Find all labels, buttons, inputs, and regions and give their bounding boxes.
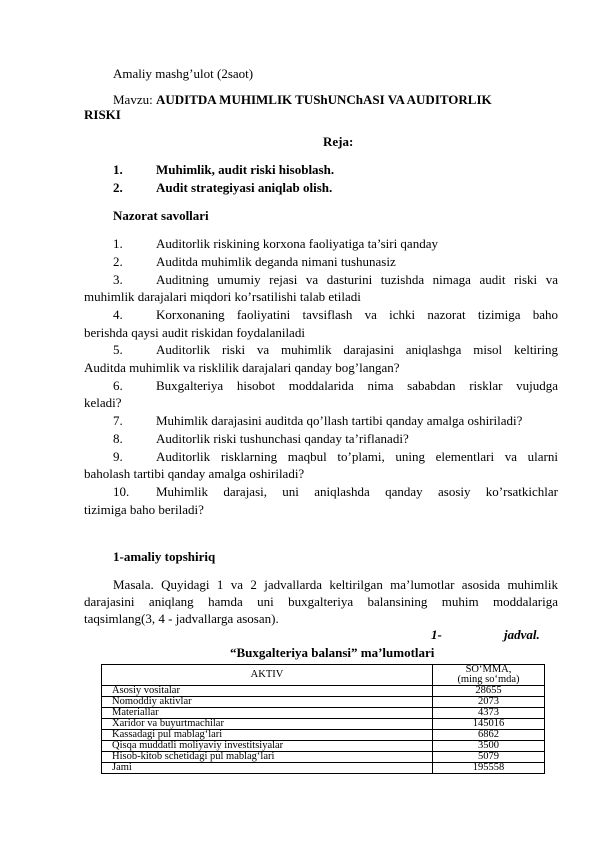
question-number: 8. xyxy=(113,431,123,446)
row-value: 28655 xyxy=(433,686,545,697)
row-name: Nomoddiy aktivlar xyxy=(102,697,433,708)
question-number: 5. xyxy=(113,342,123,357)
topic-title: AUDITDA MUHIMLIK TUShUNChASI VA AUDITORLIK xyxy=(155,92,492,107)
control-questions-title: Nazorat savollari xyxy=(113,208,209,223)
table-header-row xyxy=(102,665,545,686)
question-text: Auditning umumiy rejasi va dasturini tuzishda nimaga audit riski va xyxy=(156,272,558,287)
question-text-continuation: keladi? xyxy=(84,395,122,410)
row-name: Xaridor va buyurtmachilar xyxy=(102,719,433,730)
row-value: 5079 xyxy=(433,752,545,763)
row-name: Asosiy vositalar xyxy=(102,686,433,697)
task-title: 1-amaliy topshiriq xyxy=(113,549,216,564)
question-text: Muhimlik darajasi, uni aniqlashda qanday asosiy ko’rsatkichlar xyxy=(156,484,558,499)
column-header-summa-line1: SO‘MMA, xyxy=(465,664,512,675)
question-text-continuation: tizimiga baho beriladi? xyxy=(84,502,204,517)
task-text-line: Masala. Quyidagi 1 va 2 jadvallarda keltirilgan ma’lumotlar asosida muhimlik xyxy=(113,577,558,592)
plan-item-number: 1. xyxy=(113,162,123,177)
table-row xyxy=(102,697,545,708)
row-name: Jami xyxy=(102,763,433,774)
question-text: Auditorlik risklarning maqbul to’plami, uning elementlari va ularni xyxy=(156,449,558,464)
question-text-continuation: muhimlik darajalari miqdori ko’rsatilishi talab etiladi xyxy=(84,289,361,304)
plan-title: Reja: xyxy=(323,134,354,149)
topic-line xyxy=(113,92,492,107)
question-number: 9. xyxy=(113,449,123,464)
table-label-number: 1- xyxy=(431,627,442,642)
question-text: Auditorlik riskining korxona faoliyatiga ta’siri qanday xyxy=(156,236,438,251)
column-header-summa-line2: (ming so‘mda) xyxy=(457,674,520,685)
column-header-summa xyxy=(433,665,545,686)
balance-table xyxy=(101,664,545,774)
column-header-aktiv: AKTIV xyxy=(102,665,433,686)
row-name: Qisqa muddatli moliyaviy investitsiyalar xyxy=(102,741,433,752)
question-text: Buxgalteriya hisobot moddalarida nima sababdan risklar vujudga xyxy=(156,378,558,393)
task-text-line: taqsimlang(3, 4 - jadvallarga asosan). xyxy=(84,611,279,626)
question-text: Auditorlik riski va muhimlik darajasini aniqlashga misol keltiring xyxy=(156,342,558,357)
row-value: 4373 xyxy=(433,708,545,719)
table-row xyxy=(102,741,545,752)
row-name: Materiallar xyxy=(102,708,433,719)
plan-item-number: 2. xyxy=(113,180,123,195)
table-row xyxy=(102,708,545,719)
row-value: 2073 xyxy=(433,697,545,708)
row-value: 145016 xyxy=(433,719,545,730)
table-title: “Buxgalteriya balansi” ma’lumotlari xyxy=(230,645,435,660)
table-total-row xyxy=(102,763,545,774)
question-number: 7. xyxy=(113,413,123,428)
question-text: Korxonaning faoliyatini tavsiflash va ichki nazorat tizimiga baho xyxy=(156,307,558,322)
question-number: 2. xyxy=(113,254,123,269)
table-row xyxy=(102,686,545,697)
plan-item-text: Audit strategiyasi aniqlab olish. xyxy=(156,180,333,195)
row-value: 195558 xyxy=(433,763,545,774)
row-value: 3500 xyxy=(433,741,545,752)
table-row xyxy=(102,752,545,763)
question-text-continuation: baholash tartibi qanday amalga oshiriladi? xyxy=(84,466,305,481)
question-text: Auditda muhimlik deganda nimani tushunasiz xyxy=(156,254,396,269)
question-text: Auditorlik riski tushunchasi qanday ta’riflanadi? xyxy=(156,431,409,446)
table-label-word: jadval. xyxy=(504,627,540,642)
question-text-continuation: berishda qaysi audit riskidan foydalaniladi xyxy=(84,325,305,340)
question-number: 1. xyxy=(113,236,123,251)
question-text: Muhimlik darajasini auditda qo’llash tartibi qanday amalga oshiriladi? xyxy=(156,413,523,428)
plan-item-text: Muhimlik, audit riski hisoblash. xyxy=(156,162,335,177)
row-name: Kassadagi pul mablag‘lari xyxy=(102,730,433,741)
question-number: 4. xyxy=(113,307,123,322)
table-row xyxy=(102,719,545,730)
row-name: Hisob-kitob schetidagi pul mablag‘lari xyxy=(102,752,433,763)
topic-label: Mavzu: xyxy=(113,92,153,107)
row-value: 6862 xyxy=(433,730,545,741)
question-number: 6. xyxy=(113,378,123,393)
question-number: 3. xyxy=(113,272,123,287)
question-text-continuation: Auditda muhimlik va risklilik darajalari qanday bog’langan? xyxy=(84,360,400,375)
topic-title-continuation: RISKI xyxy=(84,107,121,122)
question-number: 10. xyxy=(113,484,130,499)
practice-heading: Amaliy mashg’ulot (2saot) xyxy=(113,66,254,81)
task-text-line: darajasini aniqlang hamda uni buxgalteriya balansining muhim moddalariga xyxy=(84,594,558,609)
table-row xyxy=(102,730,545,741)
